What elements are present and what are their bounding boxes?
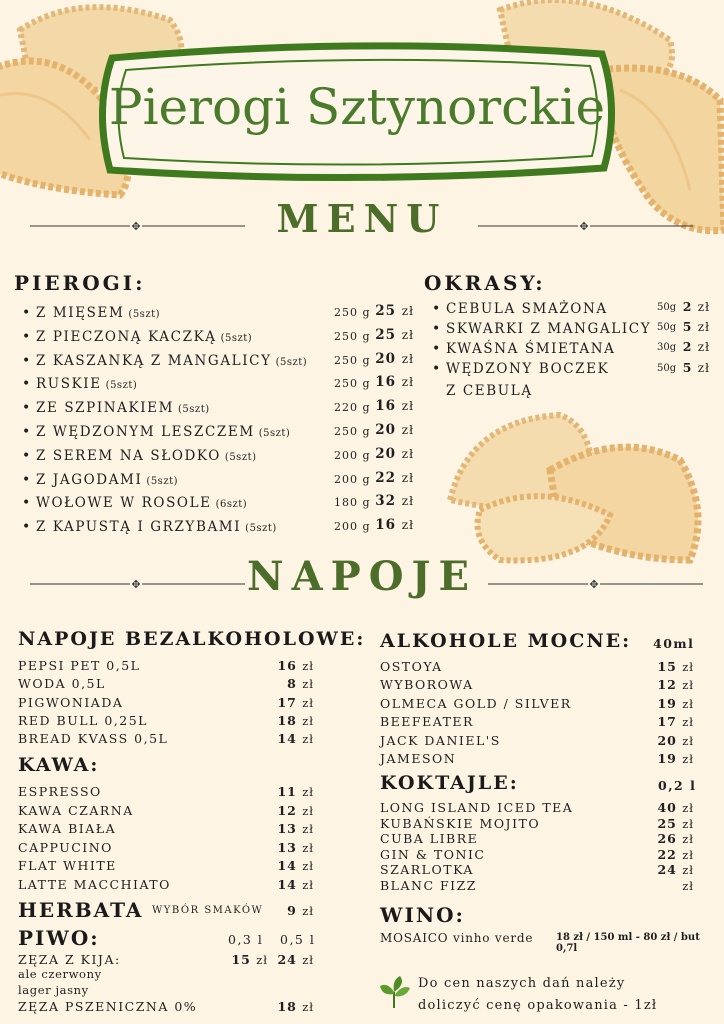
mocne-size: 40ml bbox=[653, 636, 695, 651]
bullet-icon: • bbox=[22, 495, 32, 512]
bezalkoholowe-item-name: PEPSI PET 0,5L bbox=[18, 658, 141, 673]
okrasy-heading: OKRASY: bbox=[424, 271, 546, 295]
okrasy-item-price: 2 zł bbox=[682, 299, 710, 314]
pierogi-item-count: (5szt) bbox=[258, 427, 291, 439]
pierogi-item-price: 20 zł bbox=[375, 445, 414, 462]
pierogi-item-weight: 200 g bbox=[334, 448, 371, 462]
mocne-item-name: BEEFEATER bbox=[380, 714, 474, 730]
note-line-2: doliczyć cenę opakowania - 1zł bbox=[418, 998, 658, 1013]
pierogi-item-weight: 180 g bbox=[334, 496, 371, 510]
koktajle-size: 0,2 l bbox=[658, 778, 697, 793]
kawa-item-name: LATTE MACCHIATO bbox=[18, 877, 171, 892]
bullet-icon: • bbox=[432, 341, 442, 357]
koktajle-heading: KOKTAJLE: bbox=[380, 772, 519, 794]
pierogi-item-weight: 250 g bbox=[334, 329, 371, 343]
pierogi-item-price: 20 zł bbox=[375, 422, 414, 438]
piwo-pszeniczna-price: 18 zł bbox=[277, 999, 314, 1014]
bezalkoholowe-item-name: RED BULL 0,25L bbox=[18, 712, 148, 728]
pierogi-item-price: 25 zł bbox=[375, 326, 414, 343]
pierogi-item-price: 20 zł bbox=[375, 350, 414, 367]
mocne-item-price: 17 zł bbox=[657, 714, 694, 730]
pierogi-item-count: (5szt) bbox=[146, 475, 179, 487]
pierogi-item-name: Z JAGODAMI bbox=[36, 471, 143, 488]
koktajle-item-price: 26 zł bbox=[657, 831, 694, 847]
mocne-item-name: JAMESON bbox=[380, 751, 457, 766]
kawa-item-name: KAWA CZARNA bbox=[18, 802, 134, 818]
svg-text:✥: ✥ bbox=[579, 220, 589, 233]
okrasy-item-weight: 30g bbox=[657, 342, 677, 354]
bezalkoholowe-item-price: 8 zł bbox=[287, 676, 314, 692]
kawa-item-price: 14 zł bbox=[277, 877, 314, 892]
bezalkoholowe-item-name: BREAD KVASS 0,5L bbox=[18, 731, 169, 747]
mocne-item-price: 19 zł bbox=[657, 695, 694, 711]
kawa-heading: KAWA: bbox=[18, 754, 100, 776]
pierogi-item-price: 22 zł bbox=[375, 469, 414, 486]
pierogi-item-price: 16 zł bbox=[375, 374, 414, 391]
okrasy-list bbox=[432, 298, 656, 399]
koktajle-item-price: 24 zł bbox=[657, 862, 694, 878]
okrasy-item bbox=[432, 298, 656, 318]
bullet-icon: • bbox=[22, 305, 32, 321]
pierogi-item-count: (6szt) bbox=[215, 499, 248, 511]
divider-right-napoje bbox=[488, 574, 703, 594]
koktajle-item-price: 22 zł bbox=[657, 846, 694, 862]
piwo-item-zeza-z-kija: ZĘZA Z KIJA: bbox=[18, 952, 121, 967]
pierogi-item bbox=[22, 421, 336, 445]
okrasy-item-name: CEBULA SMAŻONA bbox=[446, 301, 608, 317]
mocne-item-price: 20 zł bbox=[657, 732, 694, 748]
pierogi-list bbox=[22, 302, 336, 540]
pierogi-item-name: WOŁOWE W ROSOLE bbox=[36, 495, 212, 512]
kawa-item-name: CAPPUCINO bbox=[18, 839, 113, 855]
koktajle-item-name: GIN & TONIC bbox=[380, 846, 486, 862]
pierogi-item bbox=[22, 445, 336, 469]
koktajle-item-name: KUBAŃSKIE MOJITO bbox=[380, 815, 541, 831]
svg-text:✥: ✥ bbox=[589, 578, 599, 591]
okrasy-item-name: KWAŚNA ŚMIETANA bbox=[446, 341, 616, 357]
kawa-item-price: 12 zł bbox=[277, 802, 314, 818]
koktajle-item-name: CUBA LIBRE bbox=[380, 831, 479, 847]
okrasy-item-name-2: Z CEBULĄ bbox=[446, 383, 533, 399]
okrasy-item-price: 2 zł bbox=[682, 339, 710, 355]
bezalkoholowe-item-name: PIGWONIADA bbox=[18, 694, 124, 710]
mocne-item-name: JACK DANIEL'S bbox=[380, 732, 501, 748]
pierogi-item-weight: 250 g bbox=[334, 353, 371, 367]
kawa-item-price: 13 zł bbox=[277, 821, 314, 837]
pierogi-item-weight: 200 g bbox=[334, 472, 371, 486]
herbata-price: 9 zł bbox=[287, 903, 314, 918]
koktajle-item-price: 25 zł bbox=[657, 815, 694, 831]
pierogi-item bbox=[22, 492, 336, 516]
okrasy-item-weight: 50g bbox=[657, 362, 677, 374]
pierogi-heading: PIEROGI: bbox=[14, 271, 146, 295]
okrasy-item bbox=[432, 358, 656, 399]
pierogi-item-count: (5szt) bbox=[220, 332, 253, 344]
kawa-item-name: KAWA BIAŁA bbox=[18, 821, 117, 837]
pierogi-item-weight: 250 g bbox=[334, 425, 371, 438]
pierogi-item-count: (5szt) bbox=[178, 404, 210, 416]
pierogi-item-count: (5szt) bbox=[128, 309, 161, 320]
piwo-size-large: 0,5 l bbox=[280, 932, 316, 947]
mocne-heading: ALKOHOLE MOCNE: bbox=[380, 630, 632, 652]
bullet-icon: • bbox=[22, 423, 32, 440]
dumpling-illustration-middle bbox=[440, 400, 705, 570]
bezalkoholowe-item-price: 17 zł bbox=[277, 694, 314, 710]
pierogi-item-name: Z KAPUSTĄ I GRZYBAMI bbox=[36, 519, 242, 536]
herbata-heading: HERBATA bbox=[18, 898, 144, 922]
pierogi-item bbox=[22, 373, 336, 397]
okrasy-item-price: 5 zł bbox=[682, 359, 710, 375]
piwo-item-pszeniczna: ZĘZA PSZENICZNA 0% bbox=[18, 999, 198, 1014]
piwo-heading: PIWO: bbox=[18, 926, 100, 950]
svg-text:✥: ✥ bbox=[131, 578, 141, 591]
menu-heading: MENU bbox=[276, 196, 448, 241]
bullet-icon: • bbox=[22, 519, 32, 536]
pierogi-item-weight: 250 g bbox=[334, 377, 371, 391]
pierogi-item-price: 32 zł bbox=[375, 493, 414, 510]
mocne-item-price: 12 zł bbox=[657, 677, 694, 693]
parsley-icon bbox=[378, 974, 412, 1010]
pierogi-item bbox=[22, 469, 336, 493]
bullet-icon: • bbox=[432, 321, 442, 337]
pierogi-item bbox=[22, 326, 336, 350]
wino-heading: WINO: bbox=[380, 903, 465, 927]
piwo-sub-lager: lager jasny bbox=[18, 983, 89, 997]
pierogi-item-weight: 250 g bbox=[334, 306, 371, 319]
piwo-price-large: 24 zł bbox=[277, 952, 314, 967]
pierogi-item-name: Z WĘDZONYM LESZCZEM bbox=[36, 423, 255, 440]
restaurant-title: Pierogi Sztynorckie bbox=[108, 78, 606, 136]
pierogi-item-name: RUSKIE bbox=[36, 376, 102, 393]
okrasy-item-name: WĘDZONY BOCZEK bbox=[446, 361, 610, 377]
pierogi-item-name: Z MIĘSEM bbox=[36, 305, 125, 321]
okrasy-item-weight: 50g bbox=[657, 322, 677, 334]
bullet-icon: • bbox=[22, 352, 32, 369]
note-line-1: Do cen naszych dań należy bbox=[418, 976, 626, 991]
okrasy-item bbox=[432, 338, 656, 358]
okrasy-item-weight: 50g bbox=[657, 302, 677, 313]
pierogi-item-price: 16 zł bbox=[375, 398, 414, 415]
okrasy-item bbox=[432, 318, 656, 338]
bezalkoholowe-heading: NAPOJE BEZALKOHOLOWE: bbox=[18, 628, 366, 650]
pierogi-item bbox=[22, 397, 336, 421]
pierogi-item-price: 25 zł bbox=[375, 303, 414, 319]
pierogi-item bbox=[22, 350, 336, 374]
bezalkoholowe-item-price: 18 zł bbox=[277, 712, 314, 728]
koktajle-item-price: 40 zł bbox=[657, 800, 694, 815]
pierogi-item bbox=[22, 516, 336, 540]
mocne-item-name: OLMECA GOLD / SILVER bbox=[380, 695, 572, 711]
bullet-icon: • bbox=[432, 301, 442, 317]
bullet-icon: • bbox=[22, 471, 32, 488]
mocne-item-price: 19 zł bbox=[657, 751, 694, 766]
divider-right-menu bbox=[478, 216, 693, 236]
pierogi-item-count: (5szt) bbox=[105, 380, 138, 392]
piwo-size-small: 0,3 l bbox=[228, 932, 264, 947]
pierogi-item-name: Z PIECZONĄ KACZKĄ bbox=[36, 328, 217, 345]
herbata-note: WYBÓR SMAKÓW bbox=[152, 905, 264, 916]
wino-name: MOSAICO vinho verde bbox=[380, 931, 534, 945]
kawa-item-name: ESPRESSO bbox=[18, 784, 102, 799]
pierogi-item-weight: 200 g bbox=[334, 520, 371, 534]
svg-text:✥: ✥ bbox=[131, 220, 141, 233]
bullet-icon: • bbox=[432, 361, 442, 377]
pierogi-item-weight: 220 g bbox=[334, 401, 371, 415]
piwo-price-small: 15 zł bbox=[231, 952, 268, 967]
koktajle-item-name: BLANC FIZZ bbox=[380, 878, 477, 893]
okrasy-item-price: 5 zł bbox=[682, 319, 710, 335]
napoje-heading: NAPOJE bbox=[247, 553, 477, 600]
koktajle-item-price: zł bbox=[682, 879, 694, 893]
pierogi-item-count: (5szt) bbox=[275, 356, 308, 368]
mocne-item-price: 15 zł bbox=[657, 659, 694, 674]
bezalkoholowe-item-name: WODA 0,5L bbox=[18, 676, 106, 692]
kawa-item-name: FLAT WHITE bbox=[18, 858, 117, 874]
pierogi-item bbox=[22, 302, 336, 326]
bullet-icon: • bbox=[22, 328, 32, 345]
kawa-item-price: 13 zł bbox=[277, 839, 314, 855]
okrasy-item-name: SKWARKI Z MANGALICY bbox=[446, 321, 652, 337]
pierogi-item-count: (5szt) bbox=[245, 523, 277, 535]
bezalkoholowe-item-price: 14 zł bbox=[277, 731, 314, 747]
kawa-item-price: 11 zł bbox=[277, 784, 314, 799]
pierogi-item-name: ZE SZPINAKIEM bbox=[36, 400, 175, 417]
pierogi-item-name: Z KASZANKĄ Z MANGALICY bbox=[36, 352, 272, 369]
piwo-sub-ale: ale czerwony bbox=[18, 967, 102, 981]
bullet-icon: • bbox=[22, 447, 32, 464]
mocne-item-name: WYBOROWA bbox=[380, 677, 474, 693]
pierogi-item-name: Z SEREM NA SŁODKO bbox=[36, 447, 221, 464]
kawa-item-price: 14 zł bbox=[277, 858, 314, 874]
bezalkoholowe-item-price: 16 zł bbox=[277, 658, 314, 673]
bullet-icon: • bbox=[22, 376, 32, 393]
bullet-icon: • bbox=[22, 400, 32, 417]
koktajle-item-name: SZARLOTKA bbox=[380, 862, 474, 878]
wino-price: 18 zł / 150 ml - 80 zł / but 0,7l bbox=[556, 932, 700, 954]
pierogi-item-count: (5szt) bbox=[224, 451, 257, 463]
koktajle-item-name: LONG ISLAND ICED TEA bbox=[380, 800, 574, 815]
mocne-item-name: OSTOYA bbox=[380, 659, 443, 674]
pierogi-item-price: 16 zł bbox=[375, 517, 414, 534]
